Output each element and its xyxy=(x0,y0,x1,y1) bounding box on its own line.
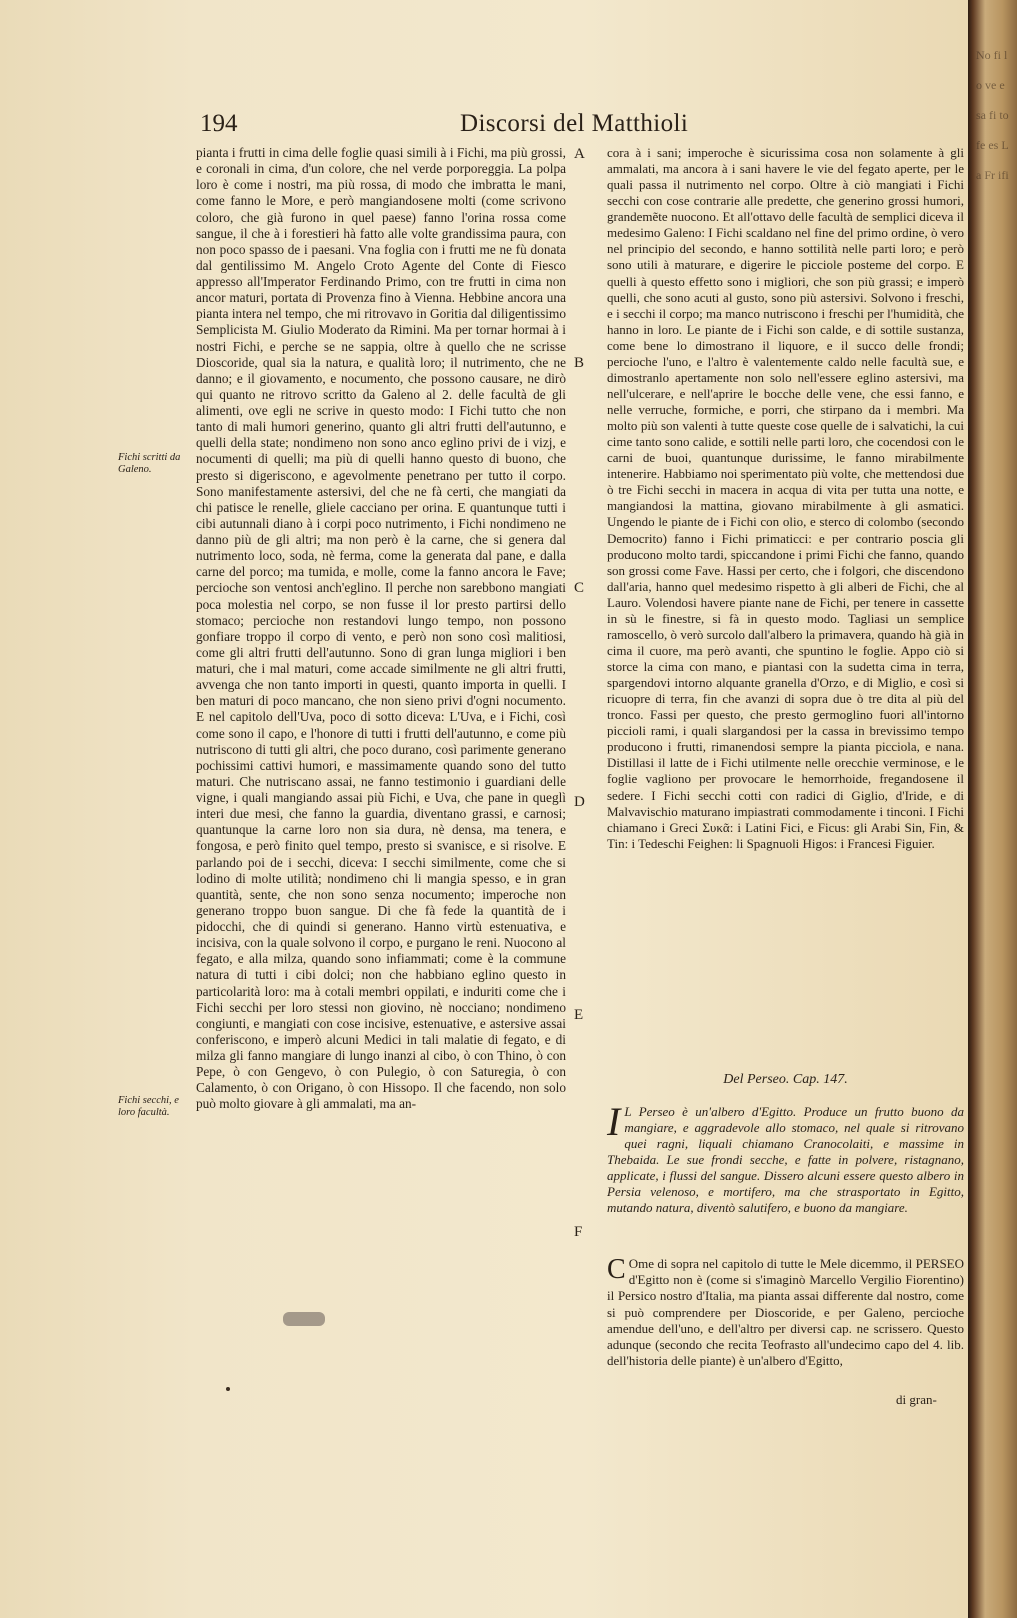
margin-note-galeno: Fichi scritti da Galeno. xyxy=(118,452,181,475)
ink-dot xyxy=(226,1387,230,1391)
ink-smudge xyxy=(283,1312,325,1326)
left-column-text: pianta i frutti in cima delle foglie quasi simili à i Fichi, ma più grossi, e coronali in cima, d'un colore, che nel verde porporeggia. La polpa loro è come i nostri, ma più rossa, di modo che imbratta le mani, come fanno le More, e però mangiandosene molti (come scrivono coloro, che già furono in quel paese) fanno l'orina rossa come sangue, il che à i forestieri hà fatto alle volte grandissima paura, con non poco spasso de i paesani. Vna foglia con i frutti me ne fù donata dal gentilissimo M. Angelo Croto Agente del Conte di Fiesco appresso all'Imperator Ferdinando Primo, con tre frutti in cima non ancor maturi, portata di Provenza fino à Vienna. Hebbine ancora una pianta intera nel tempo, che mi ritrovavo in Goritia dal diligentissimo Semplicista M. Giulio Moderato da Rimini. Ma per tornar hormai à i nostri Fichi, e perche se ne sappia, oltre à quello che ne scrisse Dioscoride, qual sia la natura, e qualità loro; il nutrimento, che ne danno; e il giovamento, e nocumento, che possono causare, ne dirò qui quanto ne ritrovo scritto da Galeno al 2. delle facultà de gli alimenti, ove egli ne scrive in questo modo: I Fichi tutto che non tanto di mali humori generino, quanto gli altri frutti dell'autunno, e quelli della state; nondimeno non sono anco eglino privi de i vizj, e nocumenti di quelli; ma più di quelli hanno questo di buono, che presto si digeriscono, e agevolmente penetrano per tutto il corpo. Sono manifestamente astersivi, del che ne fà certi, che mangiati da chi patisce le renelle, gliele cacciano per orina. E quantunque tutti i cibi autunnali diano à i corpi poco nutrimento, i Fichi nondimeno ne danno più de gli altri; ma non però è la carne, che si genera dal nutrimento loco, soda, nè ferma, come la generata dal pane, e dalla carne del porco; ma tumida, e molle, come la fanno ancora le Fave; percioche son ventosi anch'eglino. Il perche non sarebbono mangiati poca molestia nel corpo, se non fusse il lor presto partirsi dello stomaco; percioche non restandovi lungo tempo, non possono gonfiare troppo il corpo di vento, e però non sono così malitiosi, come gli altri frutti dell'autunno. Sono di gran lunga migliori i ben maturi, che i mal maturi, come accade similmente ne gli altri frutti, avvenga che non tanto importi in questi, quanto importa in quelli. I ben maturi di poco mancano, che non sieno privi d'ogni nocumento. E nel capitolo dell'Uva, poco di sotto diceva: L'Uva, e i Fichi, così come sono il capo, e l'honore di tutti i frutti dell'autunno, e come più nutriscono di tutti gli altri, che poco durano, così parimente generano pochissimi cattivi humori, e massimamente quando sono del tutto maturi. Che nutriscano assai, ne fanno testimonio i guardiani delle vigne, i quali mangiando assai più Fichi, e Uva, che pane in queglì interi due mesi, che fanno la guardia, diventano grassi, e carnosi; quantunque la carne loro non sia dura, nè densa, ma tenera, e fongosa, e però finito quel tempo, presto si svanisce, e si risolve. E parlando poi de i secchi, diceva: I secchi similmente, come che si lodino di molte utilità; nondimeno chi li mangia spesso, e in gran quantità, sente, che non sono senza nocumento; imperoche non generano troppo buon sangue. Di che fà fede la quantità de i pidocchi, che di quindi si generano. Hanno virtù estenuativa, e incisiva, con la quale solvono il corpo, e purgano le reni. Nuocono al fegato, e alla milza, quando sono infiammati; come è la commune natura di tutti i cibi dolci; non che habbiano eglino questo in particolarità loro: ma à cotali membri oppilati, e induriti come che i Fichi secchi per loro stessi non giovino, nè nocciano; nondimeno congiunti, e mangiati con cose incisive, estenuative, e astersive assai conferiscono, e imperò alcuni Medici in tali malatie di fegato, e di milza gli fanno mangiare di lungo inanzi al cibo, ò con Thino, ò con Pepe, ò con Gengevo, ò con Pulegio, ò con Saturegia, ò con Calamento, ò con Origano, ò con Hissopo. Il che facendo, non solo può molto giovare à gli ammalati, ma an- xyxy=(196,145,566,1112)
margin-letter-d: D xyxy=(574,794,585,810)
margin-letter-b: B xyxy=(574,355,585,371)
chapter-title: Del Perseo. Cap. 147. xyxy=(723,1072,848,1087)
chapter-body-text: Ome di sopra nel capitolo di tutte le Mele dicemmo, il PERSEO d'Egitto non è (come si s'imaginò Marcello Vergilio Fiorentino) il Persico nostro d'Italia, ma pianta assai differente dal nostro, come si può comprendere per Dioscoride, e per Galeno, percioche amendue dell'uno, e dell'altro per diversi cap. ne scrissero. Questo adunque (secondo che recita Teofrasto all'undecimo capo del 4. lib. dell'historia delle piante) è un'albero d'Egitto, xyxy=(607,1256,964,1369)
synopsis-initial: I xyxy=(607,1099,621,1144)
margin-note-fichi-secchi: Fichi secchi, e loro facultà. xyxy=(118,1095,179,1118)
margin-letter-e: E xyxy=(574,1007,584,1023)
chapter-body xyxy=(607,1256,964,1369)
page-header xyxy=(200,110,720,146)
facing-page-fragment: No fi lo ve e sa fi to fe es La Fr ifi xyxy=(976,48,1009,182)
right-column-text: cora à i sani; imperoche è sicurissima cosa non solamente à gli ammalati, ma ancora à i sani havere le vie del fegato aperte, per le quali passa il nutrimento nel corpo. Oltre à ciò mangiati i Fichi secchi con cose contrarie alle predette, che generino grossi humori, grandemẽte nuocono. Et all'ottavo delle facultà de semplici diceva il medesimo Galeno: I Fichi scaldano nel fine del primo ordine, ò vero nel principio del secondo, e hanno sottilità nelle parti loro; e però sono utili à maturare, e digerire le picciole posteme del corpo. E quelli à questo effetto sono i migliori, che son più grassi; e imperò quelli, che sono acuti al gusto, sono più astersivi. Solvono i freschi, e i secchi il corpo; ma manco nutriscono i freschi per l'humidità, che hanno in loro. Le piante de i Fichi son calde, e di sottile sustanza, come bene lo dimostrano il liquore, e il succo delle frondi; percioche l'uno, e l'altro è valentemente caldo nelle facultà sue, e dimostranlo apertamente non solo nell'essere eglino astersivi, ma nell'ulcerare, e nell'aprire le bocche delle vene, che essi fanno, e nelle verruche, formiche, e porri, che stirpano da i membri. Ma molto più son valenti à tutte queste cose quelle de i salvatichi, la cui cime tanto sono calide, e sottili nelle parti loro, che cocendosi con le carni de buoi, quantunque durissime, le fanno mirabilmente intenerire. Habbiamo noi sperimentato più volte, che mettendosi due ò tre Fichi secchi in macera in acqua di vita per tutta una notte, e mangiandosi la mattina, giovano mirabilmente à gli asmatici. Ungendo le piante de i Fichi con olio, e sterco di colombo (secondo Democrito) fanno i Fichi primaticci: e per contrario poscia gli producono molto tardi, spiccandone i primi Fichi che fanno, quando son grossi come Fave. Hassi per certo, che i folgori, che discendono dall'aria, hanno quel medesimo rispetto à gli alberi de Fichi, che al Lauro. Volendosi havere piante nane de Fichi, per tenere in cassette in sù le finestre, si fà in questo modo. Tagliasi un semplice ramoscello, ò verò surcolo dall'albero la primavera, quando hà già in cima il cuore, ma però avanti, che spuntino le foglie. Appo ciò si storce la cima con mano, e piantasi con la sudetta cima in terra, spargendovi intorno alquante granella d'Orzo, e di Miglio, e così si ricuopre di terra, fin che avanzi di sopra due ò tre dita al più del tronco. Fassi per questo, che presto germoglino fuori all'intorno piccioli rami, i quali slargandosi per la cassa in brevissimo tempo producono i frutti, rimanendosi sempre la pianta picciola, e nana. Distillasi il latte de i Fichi utilmente nelle orecchie verminose, e le foglie vagliono per provocare le hemorrhoide, fregandosene il sedere. I Fichi secchi cotti con radici di Giglio, d'Iride, e di Malvavischio maturano impiastrati commodamente i tinconi. I Fichi chiamano i Greci Συκᾶ: i Latini Fici, e Ficus: gli Arabi Sin, Fin, & Tin: i Tedeschi Feighen: li Spagnuoli Higos: i Francesi Figuier. xyxy=(607,145,964,851)
running-head: Discorsi del Matthioli xyxy=(460,110,689,137)
body-initial: C xyxy=(607,1254,626,1285)
chapter-synopsis xyxy=(607,1099,964,1216)
facing-page-edge xyxy=(968,0,1017,1618)
catchword: di gran- xyxy=(896,1392,937,1407)
margin-letter-c: C xyxy=(574,580,585,596)
left-column xyxy=(196,145,566,1113)
right-column xyxy=(607,145,964,852)
margin-letter-a: A xyxy=(574,146,585,162)
margin-letter-f: F xyxy=(574,1224,583,1240)
synopsis-text: L Perseo è un'albero d'Egitto. Produce un frutto buono da mangiare, e aggradevole allo stomaco, nel quale si ritrovano quei ragni, liquali chiamano Cranocolaiti, e massime in Thebaida. Le sue frondi secche, e fatte in polvere, ristagnano, applicate, i flussi del sangue. Dissero alcuni essere questo albero in Persia velenoso, e mortifero, ma che strasportato in Egitto, mutando natura, diventò salutifero, e buono da mangiare. xyxy=(607,1104,964,1215)
page-number: 194 xyxy=(200,110,238,137)
